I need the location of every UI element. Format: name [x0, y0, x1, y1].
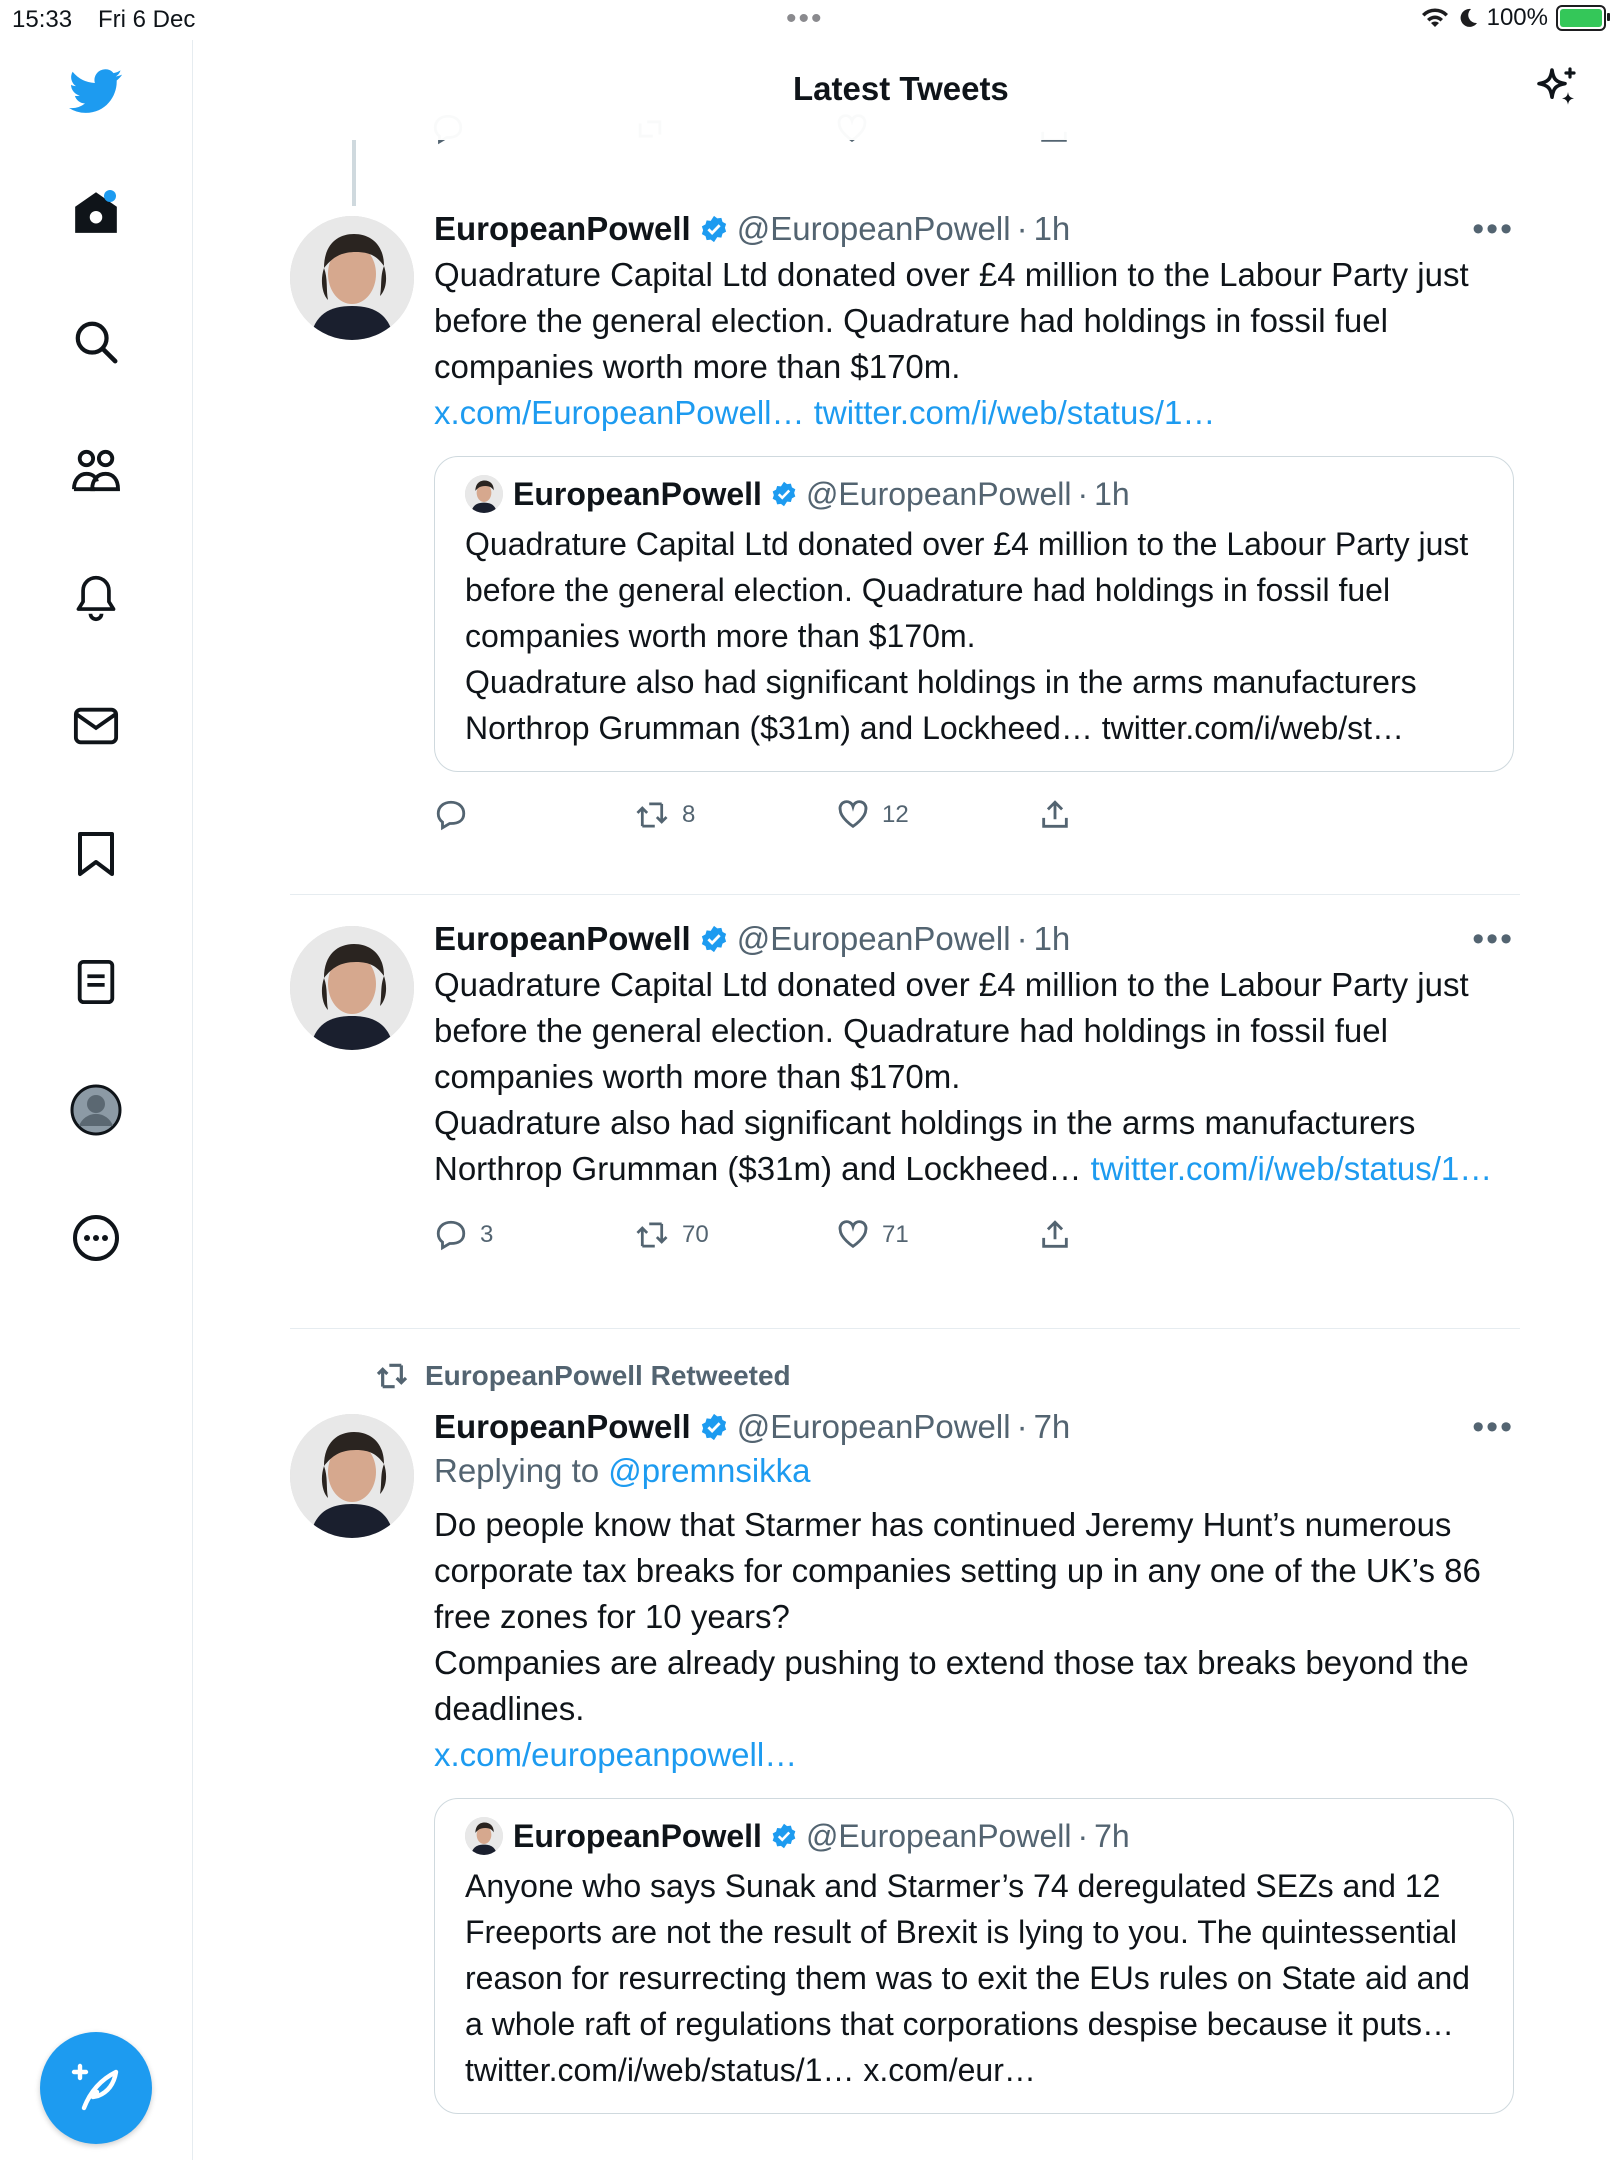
retweet-icon	[634, 1218, 670, 1252]
quoted-avatar	[465, 475, 503, 513]
like-action[interactable]	[836, 1218, 1038, 1252]
tweet-2[interactable]	[290, 920, 1520, 1320]
author-name[interactable]: EuropeanPowell	[434, 1408, 691, 1445]
reply-action[interactable]	[434, 798, 634, 832]
reply-action[interactable]	[434, 1218, 634, 1252]
author-handle[interactable]: @EuropeanPowell	[736, 920, 1011, 957]
share-icon	[1038, 1218, 1072, 1252]
retweet-count: 70	[682, 1221, 709, 1248]
quoted-tweet-header	[465, 1817, 1483, 1855]
more-menu-icon[interactable]: •••	[1472, 920, 1514, 958]
author-name[interactable]: EuropeanPowell	[434, 210, 691, 247]
avatar[interactable]	[290, 926, 414, 1050]
separator-dot: ·	[1016, 1408, 1028, 1445]
share-icon	[1038, 798, 1072, 832]
tweet-time[interactable]: 1h	[1033, 920, 1071, 957]
search-icon[interactable]	[66, 312, 126, 372]
share-action[interactable]	[1038, 798, 1072, 832]
tweet-body	[434, 210, 1514, 840]
sidebar	[0, 40, 193, 2160]
retweeted-indicator[interactable]	[373, 1360, 791, 1392]
avatar[interactable]	[290, 1414, 414, 1538]
tweet-body	[434, 1408, 1514, 2114]
like-action[interactable]	[836, 798, 1038, 832]
tweet-text-content: Quadrature Capital Ltd donated over £4 million to the Labour Party just before the general election. Quadrature had holdings in fossil fuel companies worth more than $170m.	[434, 256, 1469, 385]
quoted-tweet-time: 1h	[1094, 475, 1130, 512]
verified-badge-icon	[699, 924, 729, 954]
retweet-icon	[634, 798, 670, 832]
tweet-link[interactable]: twitter.com/i/web/status/1…	[1090, 1150, 1493, 1187]
compose-feather-icon	[68, 2060, 124, 2116]
tweet-text	[434, 962, 1514, 1192]
profile-avatar-icon[interactable]	[66, 1080, 126, 1140]
page-title: Latest Tweets	[793, 70, 1009, 107]
retweeted-by-label: EuropeanPowell Retweeted	[425, 1360, 791, 1391]
thread-connector	[352, 140, 356, 206]
separator-dot: ·	[1077, 1817, 1089, 1854]
author-name[interactable]: EuropeanPowell	[434, 920, 691, 957]
tweet-body	[434, 920, 1514, 1260]
tweet-header	[434, 210, 1514, 248]
messages-envelope-icon[interactable]	[66, 696, 126, 756]
top-header	[193, 40, 1620, 140]
lists-icon[interactable]	[66, 952, 126, 1012]
tweet-text	[434, 252, 1514, 436]
tweet-time[interactable]: 1h	[1033, 210, 1071, 247]
more-options-icon[interactable]	[66, 1208, 126, 1268]
tweet-actions	[434, 1210, 1514, 1260]
quoted-author-name: EuropeanPowell	[513, 1817, 762, 1854]
quoted-tweet[interactable]	[434, 456, 1514, 772]
compose-tweet-button[interactable]	[40, 2032, 152, 2144]
retweet-icon	[373, 1360, 411, 1392]
replying-to-handle[interactable]: @premnsikka	[608, 1452, 811, 1489]
home-icon[interactable]	[66, 182, 126, 242]
tweet-text-para-1: Do people know that Starmer has continued Jeremy Hunt’s numerous corporate tax breaks for companies setting up in any one of the UK’s 86 free zones for 10 years?	[434, 1506, 1481, 1635]
separator-dot: ·	[1077, 475, 1089, 512]
more-menu-icon[interactable]: •••	[1472, 1408, 1514, 1446]
avatar[interactable]	[290, 216, 414, 340]
like-count: 12	[882, 801, 909, 828]
tweet-text-para-2: Companies are already pushing to extend those tax breaks beyond the deadlines.	[434, 1644, 1469, 1727]
quoted-tweet-text: Anyone who says Sunak and Starmer’s 74 deregulated SEZs and 12 Freeports are not the result of Brexit is lying to you. The quintessential reason for resurrecting them was to exit the EUs rules on State aid and a whole raft of regulations that corporations despise because it puts… twitter.com/i/web/status/1… x.com/eur…	[465, 1868, 1470, 2088]
tweet-link[interactable]: x.com/europeanpowell…	[434, 1736, 798, 1773]
bookmarks-icon[interactable]	[66, 824, 126, 884]
author-handle[interactable]: @EuropeanPowell	[736, 1408, 1011, 1445]
tweet-1[interactable]	[290, 210, 1520, 890]
multitasking-dots[interactable]: •••	[786, 2, 824, 35]
verified-badge-icon	[699, 214, 729, 244]
quoted-text-para-1: Quadrature Capital Ltd donated over £4 million to the Labour Party just before the general election. Quadrature had holdings in fossil fuel companies worth more than $170m.	[465, 526, 1469, 654]
tweet-text-para-2: Quadrature also had significant holdings in the arms manufacturers Northrop Grumman ($31m) and Lockheed…	[434, 1104, 1416, 1187]
retweet-count: 8	[682, 801, 696, 828]
retweet-action[interactable]	[634, 1218, 836, 1252]
quoted-tweet-text	[465, 521, 1483, 751]
home-notification-dot	[104, 190, 116, 202]
status-date: Fri 6 Dec	[98, 6, 196, 33]
verified-badge-icon	[770, 480, 798, 508]
tweet-header	[434, 1408, 1514, 1446]
timeline-feed[interactable]	[193, 0, 1620, 2160]
battery-percent: 100%	[1486, 4, 1548, 31]
replying-to-prefix: Replying to	[434, 1452, 600, 1489]
sparkle-timeline-icon[interactable]	[1532, 64, 1580, 117]
tweet-link-1[interactable]: x.com/EuropeanPowell…	[434, 394, 805, 431]
more-menu-icon[interactable]: •••	[1472, 210, 1514, 248]
tweet-divider	[290, 894, 1520, 895]
separator-dot: ·	[1016, 210, 1028, 247]
quoted-text-para-2: Quadrature also had significant holdings in the arms manufacturers Northrop Grumman ($31m) and Lockheed… twitter.com/i/web/st…	[465, 664, 1417, 746]
quoted-author-name: EuropeanPowell	[513, 475, 762, 512]
tweet-text	[434, 1502, 1514, 1778]
separator-dot: ·	[1016, 920, 1028, 957]
verified-badge-icon	[699, 1412, 729, 1442]
share-action[interactable]	[1038, 1218, 1072, 1252]
communities-icon[interactable]	[66, 440, 126, 500]
quoted-tweet-header	[465, 475, 1483, 513]
replying-to	[434, 1452, 1514, 1490]
quoted-avatar	[465, 1817, 503, 1855]
twitter-logo-icon[interactable]	[66, 62, 126, 122]
tweet-actions	[434, 790, 1514, 840]
like-icon	[836, 1218, 870, 1252]
reply-icon	[434, 798, 468, 832]
like-icon	[836, 798, 870, 832]
reply-icon	[434, 1218, 468, 1252]
tweet-3[interactable]	[290, 1408, 1520, 2160]
notifications-bell-icon[interactable]	[66, 568, 126, 628]
tweet-text-para-1: Quadrature Capital Ltd donated over £4 million to the Labour Party just before the general election. Quadrature had holdings in fossil fuel companies worth more than $170m.	[434, 966, 1469, 1095]
like-count: 71	[882, 1221, 909, 1248]
reply-count: 3	[480, 1221, 494, 1248]
quoted-tweet[interactable]	[434, 1798, 1514, 2114]
author-handle[interactable]: @EuropeanPowell	[736, 210, 1011, 247]
verified-badge-icon	[770, 1822, 798, 1850]
retweet-action[interactable]	[634, 798, 836, 832]
tweet-header	[434, 920, 1514, 958]
quoted-author-handle: @EuropeanPowell	[805, 475, 1072, 512]
tweet-time[interactable]: 7h	[1033, 1408, 1071, 1445]
status-time: 15:33	[12, 6, 73, 33]
quoted-author-handle: @EuropeanPowell	[805, 1817, 1072, 1854]
tweet-divider	[290, 1328, 1520, 1329]
tweet-link-2[interactable]: twitter.com/i/web/status/1…	[813, 394, 1216, 431]
quoted-tweet-time: 7h	[1094, 1817, 1130, 1854]
